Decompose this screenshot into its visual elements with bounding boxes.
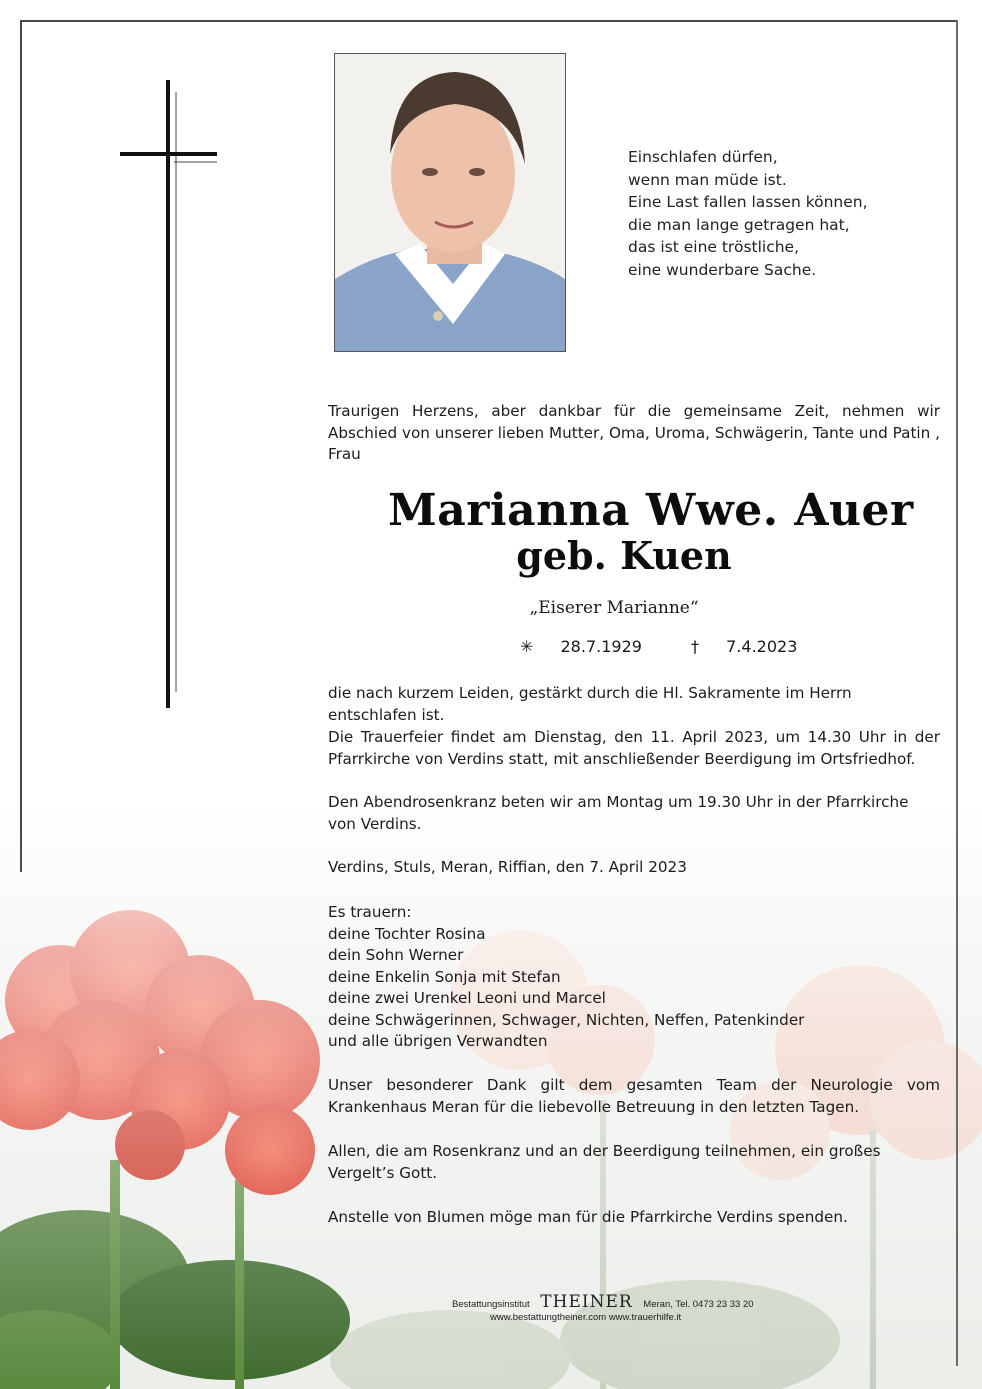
portrait-photo (334, 53, 566, 352)
poem-line: eine wunderbare Sache. (628, 260, 817, 279)
place-date-text: Verdins, Stuls, Meran, Riffian, den 7. April 2023 (328, 858, 687, 876)
mourner-item: deine Schwägerinnen, Schwager, Nichten, Neffen, Patenkinder (328, 1010, 805, 1029)
mourners-heading: Es trauern: (328, 903, 412, 921)
poem-line: die man lange getragen hat, (628, 215, 850, 234)
theiner-logo: THEINER (540, 1292, 633, 1312)
mourner-item: und alle übrigen Verwandten (328, 1032, 548, 1050)
poem-line: wenn man müde ist. (628, 170, 787, 189)
mourner-item: deine Tochter Rosina (328, 924, 486, 943)
intro-text: Traurigen Herzens, aber dankbar für die gemeinsame Zeit, nehmen wir Abschied von unserer lieben Mutter, Oma, Uroma, Schwägerin, Tante und Patin , Frau (328, 402, 940, 463)
mourners-list (328, 902, 940, 1053)
death-date: † 7.4.2023 (691, 637, 798, 656)
donation-text: Anstelle von Blumen möge man für die Pfarrkirche Verdins spenden. (328, 1208, 848, 1226)
mourner-item: deine Enkelin Sonja mit Stefan (328, 967, 561, 986)
poem (628, 146, 928, 281)
name-line-2: geb. Kuen (516, 533, 732, 578)
thanks-text: Unser besonderer Dank gilt dem gesamten Team der Neurologie vom Krankenhaus Meran für die liebevolle Betreuung in den letzten Tagen. (328, 1076, 940, 1116)
footer-websites: www.bestattungtheiner.com www.trauerhilfe.it (490, 1312, 682, 1323)
poem-line: Eine Last fallen lassen können, (628, 193, 868, 211)
nickname: „Eiserer Marianne“ (529, 598, 699, 618)
frame-left-line (20, 20, 22, 872)
poem-line: Einschlafen dürfen, (628, 148, 778, 166)
funeral-home-footer (452, 1292, 792, 1323)
cross-icon (120, 80, 220, 710)
mourner-item: dein Sohn Werner (328, 946, 464, 964)
funeral-text: Die Trauerfeier findet am Dienstag, den 11. April 2023, um 14.30 Uhr in der Pfarrkirche von Verdins statt, mit anschließender Beerdigung im Ortsfriedhof. (328, 728, 940, 768)
gratitude-text: Allen, die am Rosenkranz und an der Beerdigung teilnehmen, ein großes Vergelt’s Gott. (328, 1142, 881, 1182)
name-line-1: Marianna Wwe. Auer (388, 485, 914, 536)
rosary-text: Den Abendrosenkranz beten wir am Montag um 19.30 Uhr in der Pfarrkirche von Verdins. (328, 793, 909, 833)
birth-date: ✳ 28.7.1929 (520, 637, 642, 656)
frame-top-line (20, 20, 958, 22)
frame-right-line (956, 20, 958, 1366)
footer-label: Bestattungsinstitut (452, 1299, 530, 1310)
mourner-item: deine zwei Urenkel Leoni und Marcel (328, 989, 606, 1007)
life-dates (520, 637, 841, 656)
death-cross-icon: † (691, 637, 700, 656)
birth-star-icon: ✳ (520, 637, 534, 656)
poem-line: das ist eine tröstliche, (628, 238, 800, 256)
death-text: die nach kurzem Leiden, gestärkt durch die Hl. Sakramente im Herrn entschlafen ist. (328, 684, 852, 724)
footer-contact: Meran, Tel. 0473 23 33 20 (643, 1299, 754, 1310)
